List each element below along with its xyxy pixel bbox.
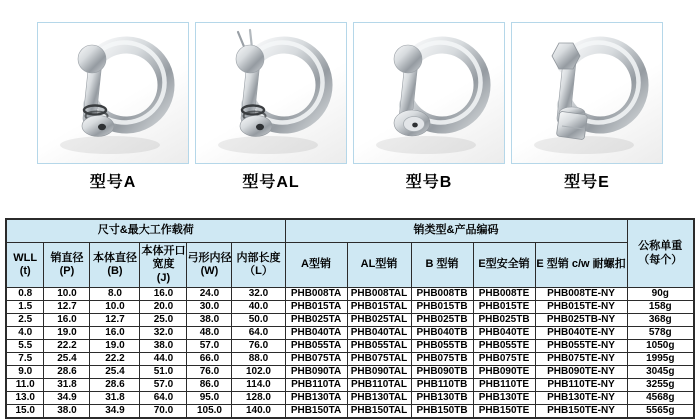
spec-cell: 57.0: [187, 340, 232, 353]
table-row: [6, 379, 694, 392]
product-code-cell: PHB075TE-NY: [535, 353, 627, 366]
weight-cell: 1050g: [627, 340, 694, 353]
shackle-photo-al: [195, 22, 347, 164]
pin-ball-head: [236, 45, 264, 73]
spec-cell: 102.0: [232, 366, 285, 379]
spec-cell: 40.0: [232, 301, 285, 314]
pin-types-group-header: 销类型&产品编码: [285, 219, 627, 243]
spec-cell: 25.0: [140, 314, 187, 327]
weight-cell: 368g: [627, 314, 694, 327]
product-code-cell: PHB015TE-NY: [535, 301, 627, 314]
product-code-cell: PHB150TA: [285, 405, 347, 419]
pin-hole: [412, 123, 418, 128]
pin-flat-head: [82, 116, 114, 137]
column-header: B 型销: [411, 243, 473, 288]
spec-cell: 24.0: [187, 288, 232, 301]
spec-cell: 38.0: [140, 340, 187, 353]
spec-cell: 32.0: [140, 327, 187, 340]
column-header-row: [6, 243, 694, 288]
spec-cell: 57.0: [140, 379, 187, 392]
spec-cell: 0.8: [6, 288, 44, 301]
product-code-cell: PHB090TAL: [347, 366, 411, 379]
spec-cell: 34.9: [90, 405, 140, 419]
spec-cell: 32.0: [232, 288, 285, 301]
product-code-cell: PHB110TA: [285, 379, 347, 392]
shadow: [218, 136, 318, 154]
product-code-cell: PHB055TB: [411, 340, 473, 353]
product-label-al: 型号AL: [242, 174, 300, 191]
spec-table: [5, 218, 695, 419]
unit-weight-header: [627, 219, 694, 288]
spec-cell: 30.0: [187, 301, 232, 314]
shackle-e-image: [512, 23, 662, 163]
product-code-cell: PHB075TB: [411, 353, 473, 366]
spec-cell: 64.0: [140, 392, 187, 405]
product-code-cell: PHB055TE: [473, 340, 535, 353]
product-card-a: [37, 22, 189, 192]
weight-cell: 158g: [627, 301, 694, 314]
spec-cell: 10.0: [90, 301, 140, 314]
spec-cell: 95.0: [187, 392, 232, 405]
spec-cell: 114.0: [232, 379, 285, 392]
product-card-b: [353, 22, 505, 192]
column-header: 本体直径 (B): [90, 243, 140, 288]
product-code-cell: PHB150TB: [411, 405, 473, 419]
spec-cell: 16.0: [90, 327, 140, 340]
table-row: [6, 405, 694, 419]
spec-cell: 140.0: [232, 405, 285, 419]
column-header: AL型销: [347, 243, 411, 288]
spec-cell: 19.0: [90, 340, 140, 353]
shackle-photo-e: [511, 22, 663, 164]
spec-cell: 13.0: [6, 392, 44, 405]
spec-cell: 31.8: [90, 392, 140, 405]
product-code-cell: PHB055TAL: [347, 340, 411, 353]
product-code-cell: PHB025TB: [473, 314, 535, 327]
spec-cell: 38.0: [187, 314, 232, 327]
spec-cell: 12.7: [44, 301, 90, 314]
shackle-a-image: [38, 23, 188, 163]
weight-cell: 1995g: [627, 353, 694, 366]
product-code-cell: PHB130TB: [411, 392, 473, 405]
product-code-cell: PHB055TA: [285, 340, 347, 353]
spec-cell: 66.0: [187, 353, 232, 366]
table-row: [6, 366, 694, 379]
product-code-cell: PHB090TE-NY: [535, 366, 627, 379]
product-code-cell: PHB040TE-NY: [535, 327, 627, 340]
product-code-cell: PHB008TA: [285, 288, 347, 301]
spec-cell: 31.8: [44, 379, 90, 392]
unit-weight-line1: 公称单重: [638, 240, 683, 253]
shadow: [376, 136, 476, 154]
weight-cell: 90g: [627, 288, 694, 301]
product-code-cell: PHB040TAL: [347, 327, 411, 340]
shadow: [60, 136, 160, 154]
product-code-cell: PHB090TE: [473, 366, 535, 379]
spec-cell: 70.0: [140, 405, 187, 419]
product-code-cell: PHB015TA: [285, 301, 347, 314]
product-code-cell: PHB015TE: [473, 301, 535, 314]
shackle-al-image: [196, 23, 346, 163]
table-row: [6, 392, 694, 405]
dimensions-group-header: 尺寸&最大工作载荷: [6, 219, 285, 243]
weight-cell: 3045g: [627, 366, 694, 379]
column-header: A型销: [285, 243, 347, 288]
spec-cell: 22.2: [90, 353, 140, 366]
column-header: 弓形内径 (W): [187, 243, 232, 288]
product-code-cell: PHB090TA: [285, 366, 347, 379]
spec-cell: 76.0: [232, 340, 285, 353]
table-row: [6, 314, 694, 327]
shackle-photo-b: [353, 22, 505, 164]
product-code-cell: PHB025TB: [411, 314, 473, 327]
table-row: [6, 301, 694, 314]
weight-cell: 5565g: [627, 405, 694, 419]
spec-cell: 15.0: [6, 405, 44, 419]
product-code-cell: PHB040TB: [411, 327, 473, 340]
spec-cell: 2.5: [6, 314, 44, 327]
product-code-cell: PHB110TB: [411, 379, 473, 392]
product-code-cell: PHB015TAL: [347, 301, 411, 314]
product-code-cell: PHB008TB: [411, 288, 473, 301]
product-code-cell: PHB075TAL: [347, 353, 411, 366]
group-header-row: [6, 219, 694, 243]
spec-cell: 12.7: [90, 314, 140, 327]
product-code-cell: PHB150TE-NY: [535, 405, 627, 419]
product-code-cell: PHB150TE: [473, 405, 535, 419]
pin-hole: [98, 124, 106, 130]
spec-cell: 64.0: [232, 327, 285, 340]
column-header: WLL (t): [6, 243, 44, 288]
product-code-cell: PHB130TE-NY: [535, 392, 627, 405]
product-label-a: 型号A: [89, 174, 137, 191]
product-code-cell: PHB025TA: [285, 314, 347, 327]
spec-cell: 28.6: [44, 366, 90, 379]
spec-cell: 5.5: [6, 340, 44, 353]
product-code-cell: PHB008TE: [473, 288, 535, 301]
product-code-cell: PHB008TAL: [347, 288, 411, 301]
product-code-cell: PHB025TB-NY: [535, 314, 627, 327]
pin-flat-head: [240, 116, 272, 137]
product-card-al: [195, 22, 347, 192]
square-nut: [556, 111, 587, 140]
spec-cell: 25.4: [90, 366, 140, 379]
weight-cell: 4568g: [627, 392, 694, 405]
weight-cell: 578g: [627, 327, 694, 340]
shackle-b-image: [354, 23, 504, 163]
product-code-cell: PHB130TAL: [347, 392, 411, 405]
product-card-e: [511, 22, 663, 192]
spec-cell: 105.0: [187, 405, 232, 419]
column-header: E型安全销: [473, 243, 535, 288]
pin-ball-head: [394, 45, 422, 73]
product-code-cell: PHB040TA: [285, 327, 347, 340]
spec-cell: 8.0: [90, 288, 140, 301]
spec-cell: 86.0: [187, 379, 232, 392]
column-header: E 型销 c/w 耐螺扣: [535, 243, 627, 288]
spec-cell: 16.0: [140, 288, 187, 301]
spec-cell: 88.0: [232, 353, 285, 366]
spec-cell: 34.9: [44, 392, 90, 405]
product-code-cell: PHB110TE: [473, 379, 535, 392]
spec-cell: 22.2: [44, 340, 90, 353]
spec-cell: 51.0: [140, 366, 187, 379]
spec-cell: 50.0: [232, 314, 285, 327]
product-code-cell: PHB075TE: [473, 353, 535, 366]
product-code-cell: PHB110TAL: [347, 379, 411, 392]
product-label-e: 型号E: [564, 174, 610, 191]
product-code-cell: PHB075TA: [285, 353, 347, 366]
pin-hole: [256, 124, 264, 130]
spec-cell: 48.0: [187, 327, 232, 340]
spec-cell: 19.0: [44, 327, 90, 340]
table-row: [6, 353, 694, 366]
product-code-cell: PHB025TAL: [347, 314, 411, 327]
spec-cell: 10.0: [44, 288, 90, 301]
column-header: 内部长度 （L）: [232, 243, 285, 288]
spec-cell: 7.5: [6, 353, 44, 366]
product-code-cell: PHB130TE: [473, 392, 535, 405]
product-code-cell: PHB130TA: [285, 392, 347, 405]
pin-ball-head: [78, 45, 106, 73]
spec-cell: 44.0: [140, 353, 187, 366]
product-code-cell: PHB090TB: [411, 366, 473, 379]
spec-cell: 20.0: [140, 301, 187, 314]
product-code-cell: PHB055TE-NY: [535, 340, 627, 353]
spec-cell: 4.0: [6, 327, 44, 340]
table-row: [6, 327, 694, 340]
spec-cell: 11.0: [6, 379, 44, 392]
table-row: [6, 340, 694, 353]
column-header: 本体开口 宽度 (J): [140, 243, 187, 288]
product-gallery: [0, 0, 700, 192]
spec-cell: 128.0: [232, 392, 285, 405]
spec-cell: 1.5: [6, 301, 44, 314]
spec-cell: 28.6: [90, 379, 140, 392]
product-label-b: 型号B: [405, 174, 453, 191]
table-body: [6, 288, 694, 419]
column-header: 销直径 (P): [44, 243, 90, 288]
spec-cell: 16.0: [44, 314, 90, 327]
product-code-cell: PHB110TE-NY: [535, 379, 627, 392]
table-row: [6, 288, 694, 301]
shackle-photo-a: [37, 22, 189, 164]
spec-cell: 76.0: [187, 366, 232, 379]
spec-cell: 38.0: [44, 405, 90, 419]
product-code-cell: PHB150TAL: [347, 405, 411, 419]
product-code-cell: PHB008TE-NY: [535, 288, 627, 301]
weight-cell: 3255g: [627, 379, 694, 392]
unit-weight-line2: （每个）: [638, 253, 683, 266]
product-code-cell: PHB040TE: [473, 327, 535, 340]
spec-cell: 25.4: [44, 353, 90, 366]
spec-cell: 9.0: [6, 366, 44, 379]
product-code-cell: PHB015TB: [411, 301, 473, 314]
